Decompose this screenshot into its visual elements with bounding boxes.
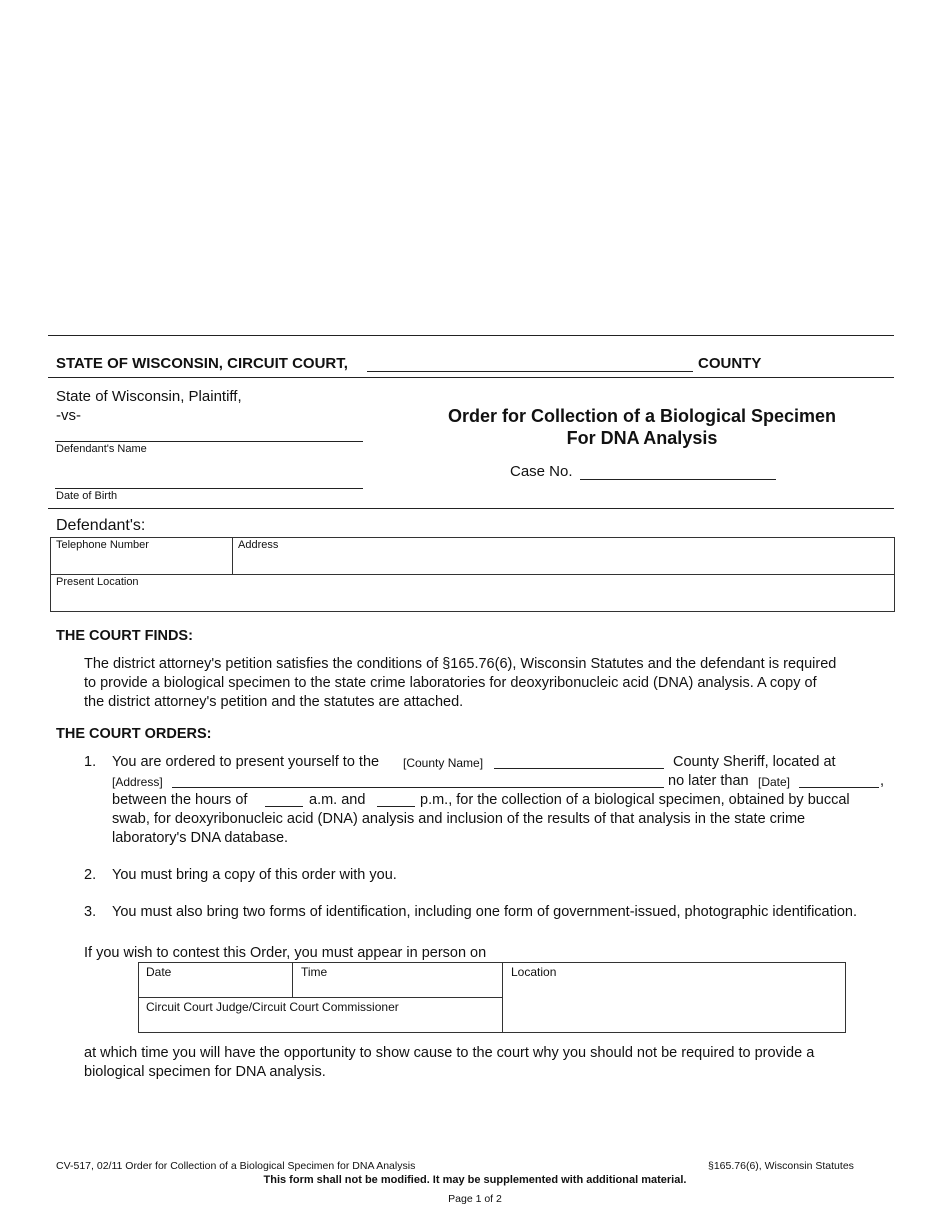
telephone-field[interactable] [51,538,231,573]
order-3-number: 3. [84,904,97,920]
dob-line[interactable] [55,488,363,489]
header-rule [48,377,894,378]
order-1-text-d: between the hours of [112,792,248,808]
order-1-number: 1. [84,754,97,770]
county-name-line[interactable] [367,371,693,372]
top-rule [48,335,894,336]
findings-heading: THE COURT FINDS: [56,628,193,644]
end-hour-line[interactable] [377,806,415,807]
findings-line-1: The district attorney's petition satisfies the conditions of §165.76(6), Wisconsin Statutes and the defendant is required [84,656,837,672]
orders-heading: THE COURT ORDERS: [56,726,212,742]
order-1-text-b: County Sheriff, located at [673,754,836,770]
order-3-text: You must also bring two forms of identification, including one form of government-issued, photographic identification. [112,904,858,920]
county-field-line[interactable] [494,768,664,769]
findings-line-2: to provide a biological specimen to the state crime laboratories for deoxyribonucleic acid (DNA) analysis. A copy of [84,675,817,691]
judge-label: Circuit Court Judge/Circuit Court Commissioner [146,1000,399,1014]
address-field-line[interactable] [172,787,664,788]
hearing-location-field[interactable] [503,963,845,1032]
start-hour-line[interactable] [265,806,303,807]
hearing-time-field[interactable] [293,963,501,996]
address-placeholder: [Address] [112,775,163,789]
page-number: Page 1 of 2 [448,1193,502,1205]
order-2-number: 2. [84,867,97,883]
order-1-text-c: no later than [668,773,749,789]
judge-field[interactable] [139,998,501,1032]
court-prefix: STATE OF WISCONSIN, CIRCUIT COURT, [56,355,348,372]
hearing-location-label: Location [511,965,557,979]
address-field[interactable] [233,538,893,573]
county-suffix: COUNTY [698,355,762,372]
case-no-line[interactable] [580,479,776,480]
order-1-comma: , [880,773,885,789]
defendant-name-label: Defendant's Name [56,443,147,455]
order-1-line-5: laboratory's DNA database. [112,830,289,846]
dob-label: Date of Birth [56,490,118,502]
county-name-placeholder: [County Name] [403,756,484,770]
present-location-field[interactable] [51,575,893,611]
hearing-time-label: Time [301,965,328,979]
date-placeholder: [Date] [758,775,791,789]
closing-line-1: at which time you will have the opportunity to show cause to the court why you should not be required to provide a [84,1045,815,1061]
vs-text: -vs- [56,407,81,424]
footer-form-id: CV-517, 02/11 Order for Collection of a Biological Specimen for DNA Analysis [56,1160,416,1172]
telephone-label: Telephone Number [56,539,149,551]
hearing-date-field[interactable] [139,963,291,996]
defendant-heading: Defendant's: [56,517,146,534]
present-location-label: Present Location [56,576,139,588]
order-1-text-pm: p.m., for the collection of a biological specimen, obtained by buccal [420,792,850,808]
address-label: Address [238,539,279,551]
title-line-2: For DNA Analysis [566,428,718,448]
caption-rule [48,508,894,509]
defendant-name-line[interactable] [55,441,363,442]
contest-intro: If you wish to contest this Order, you must appear in person on [84,945,487,961]
plaintiff-text: State of Wisconsin, Plaintiff, [56,388,242,405]
order-1-text-a: You are ordered to present yourself to the [112,754,380,770]
date-field-line[interactable] [799,787,879,788]
footer-statute: §165.76(6), Wisconsin Statutes [708,1160,854,1172]
title-line-1: Order for Collection of a Biological Specimen [447,406,837,426]
hearing-date-label: Date [146,965,172,979]
findings-line-3: the district attorney's petition and the statutes are attached. [84,694,464,710]
order-1-text-am: a.m. and [309,792,366,808]
footer-notice: This form shall not be modified. It may be supplemented with additional material. [263,1174,687,1186]
order-2-text: You must bring a copy of this order with you. [112,867,397,883]
closing-line-2: biological specimen for DNA analysis. [84,1064,326,1080]
case-no-label: Case No. [510,463,573,480]
order-1-line-4: swab, for deoxyribonucleic acid (DNA) analysis and inclusion of the results of that analysis in the state crime [112,811,806,827]
